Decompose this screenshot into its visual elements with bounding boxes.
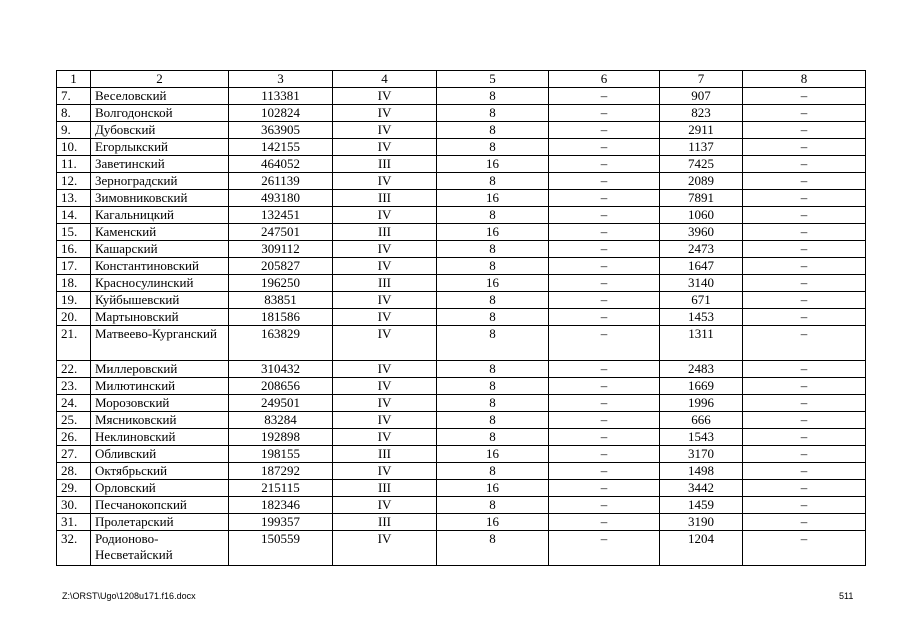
total-cell: 3960 bbox=[660, 224, 743, 241]
table-row bbox=[57, 156, 866, 173]
dash-cell: – bbox=[743, 446, 866, 463]
value-cell: 163829 bbox=[229, 326, 333, 361]
total-cell: 1453 bbox=[660, 309, 743, 326]
column-header: 2 bbox=[91, 71, 229, 88]
row-number-cell: 19. bbox=[57, 292, 91, 309]
dash-cell: – bbox=[549, 497, 660, 514]
row-number-cell: 24. bbox=[57, 395, 91, 412]
table-row bbox=[57, 309, 866, 326]
footer-page-number: 511 bbox=[839, 591, 854, 601]
dash-cell: – bbox=[743, 497, 866, 514]
category-cell: IV bbox=[333, 378, 437, 395]
dash-cell: – bbox=[743, 412, 866, 429]
rate-cell: 8 bbox=[437, 88, 549, 105]
rate-cell: 8 bbox=[437, 139, 549, 156]
category-cell: III bbox=[333, 190, 437, 207]
value-cell: 83284 bbox=[229, 412, 333, 429]
dash-cell: – bbox=[743, 395, 866, 412]
dash-cell: – bbox=[743, 292, 866, 309]
district-name-cell: Егорлыкский bbox=[91, 139, 229, 156]
total-cell: 2089 bbox=[660, 173, 743, 190]
footer-file-path: Z:\ORST\Ugo\1208u171.f16.docx bbox=[62, 591, 196, 601]
dash-cell: – bbox=[549, 258, 660, 275]
row-number-cell: 25. bbox=[57, 412, 91, 429]
district-name-cell: Константиновский bbox=[91, 258, 229, 275]
district-name-cell: Обливский bbox=[91, 446, 229, 463]
row-number-cell: 11. bbox=[57, 156, 91, 173]
district-name-cell: Веселовский bbox=[91, 88, 229, 105]
value-cell: 464052 bbox=[229, 156, 333, 173]
rate-cell: 8 bbox=[437, 173, 549, 190]
category-cell: IV bbox=[333, 105, 437, 122]
rate-cell: 8 bbox=[437, 378, 549, 395]
rate-cell: 16 bbox=[437, 514, 549, 531]
table-row bbox=[57, 514, 866, 531]
total-cell: 3442 bbox=[660, 480, 743, 497]
dash-cell: – bbox=[549, 173, 660, 190]
dash-cell: – bbox=[549, 361, 660, 378]
dash-cell: – bbox=[743, 173, 866, 190]
dash-cell: – bbox=[743, 88, 866, 105]
table-row bbox=[57, 275, 866, 292]
row-number-cell: 23. bbox=[57, 378, 91, 395]
dash-cell: – bbox=[743, 309, 866, 326]
dash-cell: – bbox=[549, 122, 660, 139]
total-cell: 7425 bbox=[660, 156, 743, 173]
dash-cell: – bbox=[743, 429, 866, 446]
row-number-cell: 17. bbox=[57, 258, 91, 275]
rate-cell: 16 bbox=[437, 224, 549, 241]
row-number-cell: 7. bbox=[57, 88, 91, 105]
value-cell: 83851 bbox=[229, 292, 333, 309]
row-number-cell: 10. bbox=[57, 139, 91, 156]
table-row bbox=[57, 173, 866, 190]
category-cell: III bbox=[333, 224, 437, 241]
district-name-cell: Матвеево-Курганский bbox=[91, 326, 229, 361]
total-cell: 1996 bbox=[660, 395, 743, 412]
value-cell: 150559 bbox=[229, 531, 333, 566]
category-cell: IV bbox=[333, 429, 437, 446]
table-row bbox=[57, 378, 866, 395]
rate-cell: 16 bbox=[437, 480, 549, 497]
dash-cell: – bbox=[743, 275, 866, 292]
column-header: 4 bbox=[333, 71, 437, 88]
rate-cell: 8 bbox=[437, 207, 549, 224]
value-cell: 192898 bbox=[229, 429, 333, 446]
total-cell: 1311 bbox=[660, 326, 743, 361]
value-cell: 215115 bbox=[229, 480, 333, 497]
table-header-row bbox=[57, 71, 866, 88]
value-cell: 182346 bbox=[229, 497, 333, 514]
table-row bbox=[57, 105, 866, 122]
rate-cell: 16 bbox=[437, 275, 549, 292]
value-cell: 199357 bbox=[229, 514, 333, 531]
dash-cell: – bbox=[549, 292, 660, 309]
dash-cell: – bbox=[743, 326, 866, 361]
table-row bbox=[57, 497, 866, 514]
rate-cell: 8 bbox=[437, 309, 549, 326]
dash-cell: – bbox=[549, 326, 660, 361]
row-number-cell: 13. bbox=[57, 190, 91, 207]
table-row bbox=[57, 258, 866, 275]
rate-cell: 8 bbox=[437, 258, 549, 275]
total-cell: 1498 bbox=[660, 463, 743, 480]
table-row bbox=[57, 429, 866, 446]
value-cell: 196250 bbox=[229, 275, 333, 292]
rate-cell: 8 bbox=[437, 531, 549, 566]
value-cell: 142155 bbox=[229, 139, 333, 156]
category-cell: IV bbox=[333, 173, 437, 190]
category-cell: IV bbox=[333, 497, 437, 514]
rate-cell: 16 bbox=[437, 190, 549, 207]
category-cell: III bbox=[333, 514, 437, 531]
dash-cell: – bbox=[743, 207, 866, 224]
district-name-cell: Красносулинский bbox=[91, 275, 229, 292]
table-row bbox=[57, 207, 866, 224]
dash-cell: – bbox=[549, 309, 660, 326]
rate-cell: 16 bbox=[437, 156, 549, 173]
column-header: 5 bbox=[437, 71, 549, 88]
rate-cell: 8 bbox=[437, 429, 549, 446]
value-cell: 249501 bbox=[229, 395, 333, 412]
total-cell: 907 bbox=[660, 88, 743, 105]
category-cell: IV bbox=[333, 258, 437, 275]
row-number-cell: 27. bbox=[57, 446, 91, 463]
column-header: 8 bbox=[743, 71, 866, 88]
table-row bbox=[57, 531, 866, 566]
total-cell: 2473 bbox=[660, 241, 743, 258]
table-row bbox=[57, 190, 866, 207]
row-number-cell: 28. bbox=[57, 463, 91, 480]
category-cell: III bbox=[333, 275, 437, 292]
table-row bbox=[57, 361, 866, 378]
row-number-cell: 14. bbox=[57, 207, 91, 224]
district-name-cell: Кашарский bbox=[91, 241, 229, 258]
row-number-cell: 26. bbox=[57, 429, 91, 446]
category-cell: IV bbox=[333, 122, 437, 139]
category-cell: III bbox=[333, 156, 437, 173]
dash-cell: – bbox=[549, 207, 660, 224]
dash-cell: – bbox=[549, 378, 660, 395]
total-cell: 3190 bbox=[660, 514, 743, 531]
row-number-cell: 9. bbox=[57, 122, 91, 139]
dash-cell: – bbox=[743, 480, 866, 497]
value-cell: 102824 bbox=[229, 105, 333, 122]
row-number-cell: 15. bbox=[57, 224, 91, 241]
dash-cell: – bbox=[549, 105, 660, 122]
table-row bbox=[57, 122, 866, 139]
value-cell: 261139 bbox=[229, 173, 333, 190]
total-cell: 2911 bbox=[660, 122, 743, 139]
table-row bbox=[57, 412, 866, 429]
category-cell: IV bbox=[333, 361, 437, 378]
total-cell: 823 bbox=[660, 105, 743, 122]
district-name-cell: Мясниковский bbox=[91, 412, 229, 429]
dash-cell: – bbox=[549, 446, 660, 463]
district-name-cell: Мартыновский bbox=[91, 309, 229, 326]
dash-cell: – bbox=[549, 395, 660, 412]
value-cell: 198155 bbox=[229, 446, 333, 463]
category-cell: III bbox=[333, 446, 437, 463]
row-number-cell: 16. bbox=[57, 241, 91, 258]
district-name-cell: Волгодонской bbox=[91, 105, 229, 122]
value-cell: 205827 bbox=[229, 258, 333, 275]
table-row bbox=[57, 463, 866, 480]
category-cell: IV bbox=[333, 326, 437, 361]
category-cell: IV bbox=[333, 463, 437, 480]
district-name-cell: Морозовский bbox=[91, 395, 229, 412]
row-number-cell: 29. bbox=[57, 480, 91, 497]
district-name-cell: Неклиновский bbox=[91, 429, 229, 446]
dash-cell: – bbox=[549, 190, 660, 207]
rate-cell: 8 bbox=[437, 395, 549, 412]
district-name-cell: Куйбышевский bbox=[91, 292, 229, 309]
row-number-cell: 21. bbox=[57, 326, 91, 361]
row-number-cell: 12. bbox=[57, 173, 91, 190]
total-cell: 7891 bbox=[660, 190, 743, 207]
dash-cell: – bbox=[549, 139, 660, 156]
rate-cell: 8 bbox=[437, 412, 549, 429]
district-name-cell: Каменский bbox=[91, 224, 229, 241]
district-name-cell: Дубовский bbox=[91, 122, 229, 139]
total-cell: 1204 bbox=[660, 531, 743, 566]
total-cell: 1060 bbox=[660, 207, 743, 224]
row-number-cell: 31. bbox=[57, 514, 91, 531]
rate-cell: 8 bbox=[437, 497, 549, 514]
value-cell: 309112 bbox=[229, 241, 333, 258]
dash-cell: – bbox=[743, 361, 866, 378]
dash-cell: – bbox=[743, 378, 866, 395]
category-cell: III bbox=[333, 480, 437, 497]
dash-cell: – bbox=[743, 531, 866, 566]
column-header: 6 bbox=[549, 71, 660, 88]
total-cell: 2483 bbox=[660, 361, 743, 378]
value-cell: 208656 bbox=[229, 378, 333, 395]
district-name-cell: Зимовниковский bbox=[91, 190, 229, 207]
rate-cell: 8 bbox=[437, 105, 549, 122]
total-cell: 3140 bbox=[660, 275, 743, 292]
total-cell: 1137 bbox=[660, 139, 743, 156]
dash-cell: – bbox=[743, 156, 866, 173]
rate-cell: 8 bbox=[437, 292, 549, 309]
dash-cell: – bbox=[743, 258, 866, 275]
total-cell: 1543 bbox=[660, 429, 743, 446]
dash-cell: – bbox=[549, 429, 660, 446]
rate-cell: 8 bbox=[437, 241, 549, 258]
dash-cell: – bbox=[549, 531, 660, 566]
dash-cell: – bbox=[743, 224, 866, 241]
category-cell: IV bbox=[333, 88, 437, 105]
dash-cell: – bbox=[743, 122, 866, 139]
rate-cell: 8 bbox=[437, 463, 549, 480]
district-name-cell: Заветинский bbox=[91, 156, 229, 173]
value-cell: 493180 bbox=[229, 190, 333, 207]
district-name-cell: Миллеровский bbox=[91, 361, 229, 378]
category-cell: IV bbox=[333, 309, 437, 326]
value-cell: 113381 bbox=[229, 88, 333, 105]
total-cell: 1459 bbox=[660, 497, 743, 514]
category-cell: IV bbox=[333, 292, 437, 309]
district-name-cell: Кагальницкий bbox=[91, 207, 229, 224]
dash-cell: – bbox=[549, 275, 660, 292]
table-row bbox=[57, 224, 866, 241]
dash-cell: – bbox=[743, 105, 866, 122]
dash-cell: – bbox=[549, 156, 660, 173]
row-number-cell: 22. bbox=[57, 361, 91, 378]
table-row bbox=[57, 480, 866, 497]
dash-cell: – bbox=[743, 463, 866, 480]
dash-cell: – bbox=[743, 190, 866, 207]
row-number-cell: 30. bbox=[57, 497, 91, 514]
district-name-cell: Октябрьский bbox=[91, 463, 229, 480]
rate-cell: 8 bbox=[437, 122, 549, 139]
dash-cell: – bbox=[743, 514, 866, 531]
column-header: 3 bbox=[229, 71, 333, 88]
district-name-cell: Родионово-Несветайский bbox=[91, 531, 229, 566]
dash-cell: – bbox=[549, 412, 660, 429]
table-row bbox=[57, 326, 866, 361]
category-cell: IV bbox=[333, 139, 437, 156]
table-row bbox=[57, 241, 866, 258]
rate-cell: 16 bbox=[437, 446, 549, 463]
table-row bbox=[57, 292, 866, 309]
table-row bbox=[57, 446, 866, 463]
total-cell: 666 bbox=[660, 412, 743, 429]
total-cell: 1647 bbox=[660, 258, 743, 275]
total-cell: 671 bbox=[660, 292, 743, 309]
category-cell: IV bbox=[333, 531, 437, 566]
value-cell: 187292 bbox=[229, 463, 333, 480]
table-row bbox=[57, 395, 866, 412]
total-cell: 3170 bbox=[660, 446, 743, 463]
dash-cell: – bbox=[549, 241, 660, 258]
district-name-cell: Песчанокопский bbox=[91, 497, 229, 514]
district-name-cell: Зерноградский bbox=[91, 173, 229, 190]
category-cell: IV bbox=[333, 241, 437, 258]
district-name-cell: Пролетарский bbox=[91, 514, 229, 531]
value-cell: 132451 bbox=[229, 207, 333, 224]
table-row bbox=[57, 88, 866, 105]
row-number-cell: 20. bbox=[57, 309, 91, 326]
table-body bbox=[57, 88, 866, 566]
district-name-cell: Милютинский bbox=[91, 378, 229, 395]
district-name-cell: Орловский bbox=[91, 480, 229, 497]
row-number-cell: 32. bbox=[57, 531, 91, 566]
dash-cell: – bbox=[549, 514, 660, 531]
category-cell: IV bbox=[333, 207, 437, 224]
data-table bbox=[56, 70, 866, 566]
dash-cell: – bbox=[549, 88, 660, 105]
rate-cell: 8 bbox=[437, 326, 549, 361]
column-header: 7 bbox=[660, 71, 743, 88]
dash-cell: – bbox=[549, 480, 660, 497]
row-number-cell: 18. bbox=[57, 275, 91, 292]
value-cell: 247501 bbox=[229, 224, 333, 241]
row-number-cell: 8. bbox=[57, 105, 91, 122]
total-cell: 1669 bbox=[660, 378, 743, 395]
dash-cell: – bbox=[549, 224, 660, 241]
rate-cell: 8 bbox=[437, 361, 549, 378]
dash-cell: – bbox=[743, 139, 866, 156]
table-row bbox=[57, 139, 866, 156]
dash-cell: – bbox=[549, 463, 660, 480]
value-cell: 363905 bbox=[229, 122, 333, 139]
value-cell: 310432 bbox=[229, 361, 333, 378]
value-cell: 181586 bbox=[229, 309, 333, 326]
column-header: 1 bbox=[57, 71, 91, 88]
category-cell: IV bbox=[333, 412, 437, 429]
dash-cell: – bbox=[743, 241, 866, 258]
category-cell: IV bbox=[333, 395, 437, 412]
